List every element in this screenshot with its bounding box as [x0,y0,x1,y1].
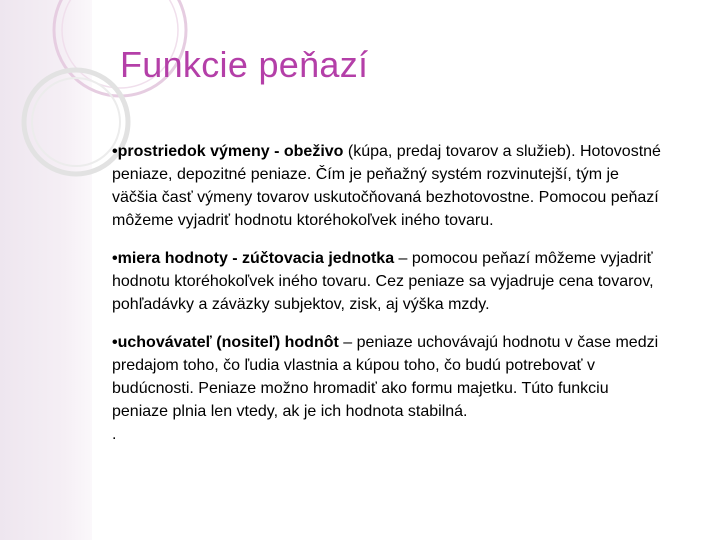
slide-content [112,140,662,446]
paragraph-measure-heading: •miera hodnoty - zúčtovacia jednotka [112,250,395,267]
paragraph-store-heading: •uchovávateľ (nositeľ) hodnôt [112,334,339,351]
paragraph-exchange-text: (kúpa, predaj tovarov a služieb). Hotovostné peniaze, depozitné peniaze. Čím je peňažný systém rozvinutejší, tým je väčšia časť výmeny tovarov uskutočňovaná bezhotovostne. Pomocou peňazí môžeme vyjadriť hodnotu ktoréhokoľvek iného tovaru. [112,143,661,229]
slide-title: Funkcie peňazí [120,44,369,85]
paragraph-exchange [112,140,662,232]
paragraph-measure-text: – pomocou peňazí môžeme vyjadriť hodnotu ktoréhokoľvek iného tovaru. Cez peniaze sa vyjadruje cena tovarov, pohľadávky a záväzky subjektov, zisk, aj výška mzdy. [112,250,654,313]
paragraph-store-text: – peniaze uchovávajú hodnotu v čase medzi predajom toho, čo ľudia vlastnia a kúpou toho, čo budú potrebovať v budúcnosti. Peniaze možno hromadiť ako formu majetku. Túto funkciu peniaze plnia len vtedy, ak je ich hodnota stabilná. [112,334,659,420]
paragraph-exchange-heading: •prostriedok výmeny - obeživo [112,143,344,160]
paragraph-measure [112,247,662,316]
paragraph-store [112,331,662,423]
trailing-dot: . [112,426,117,443]
decorative-ring-grey-inner [32,78,120,166]
